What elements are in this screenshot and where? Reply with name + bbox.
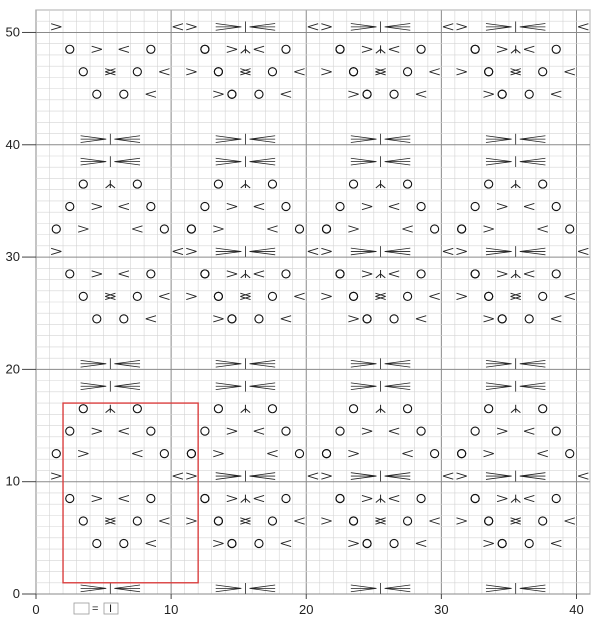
y-tick-label: 50 [5, 24, 20, 40]
y-tick-label: 20 [5, 361, 20, 377]
x-tick-label: 40 [569, 602, 584, 617]
chart-grid [36, 10, 590, 594]
y-tick-label: 10 [5, 473, 20, 489]
x-tick-label: 30 [434, 602, 449, 617]
y-tick-label: 0 [12, 586, 20, 601]
x-tick-label: 10 [163, 602, 179, 617]
y-tick-label: 30 [5, 249, 20, 265]
legend-blank-square [74, 603, 89, 614]
legend-symbol: I [109, 603, 113, 615]
legend-equals: = [92, 603, 99, 615]
x-tick-label: 20 [299, 602, 314, 617]
y-tick-label: 40 [5, 136, 20, 152]
x-tick-label: 0 [32, 602, 40, 617]
legend [74, 603, 118, 615]
